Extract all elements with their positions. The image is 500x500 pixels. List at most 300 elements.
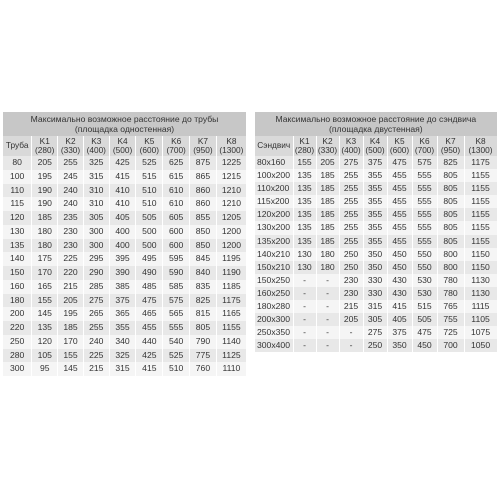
table-cell: 220 bbox=[58, 266, 84, 280]
table-cell: 425 bbox=[109, 156, 136, 170]
table-row bbox=[255, 221, 497, 234]
sandwich-row-label: 150x210 bbox=[255, 261, 293, 274]
table-cell: - bbox=[293, 313, 316, 326]
table-cell: 230 bbox=[58, 239, 84, 253]
sandwich-col-value: (700) bbox=[414, 145, 435, 155]
table-cell: 610 bbox=[163, 184, 190, 198]
table-cell: 465 bbox=[136, 307, 163, 321]
table-cell: 450 bbox=[412, 339, 437, 352]
sandwich-col-value: (280) bbox=[294, 145, 315, 155]
table-cell: 275 bbox=[339, 156, 363, 169]
table-cell: - bbox=[293, 274, 316, 287]
table-cell: 850 bbox=[190, 225, 217, 239]
table-cell: 230 bbox=[339, 287, 363, 300]
table-row bbox=[3, 266, 247, 280]
sandwich-col-name: K4 bbox=[369, 135, 381, 146]
pipe-col-name: K1 bbox=[39, 135, 50, 146]
table-cell: 195 bbox=[32, 170, 58, 184]
table-cell: 425 bbox=[136, 349, 163, 363]
table-cell: 305 bbox=[83, 211, 109, 225]
table-row bbox=[255, 261, 497, 274]
table-cell: 805 bbox=[437, 195, 464, 208]
pipe-col-name: K2 bbox=[65, 135, 76, 146]
pipe-col-name: K7 bbox=[197, 135, 209, 146]
table-cell: 455 bbox=[387, 195, 412, 208]
table-cell: 395 bbox=[109, 252, 136, 266]
table-cell: - bbox=[316, 313, 339, 326]
table-row bbox=[3, 362, 247, 376]
table-row bbox=[255, 339, 497, 352]
table-cell: 300 bbox=[83, 239, 109, 253]
table-cell: 170 bbox=[58, 335, 84, 349]
table-cell: 550 bbox=[412, 261, 437, 274]
table-row bbox=[3, 156, 247, 170]
sandwich-col-header-k2 bbox=[316, 136, 339, 156]
sandwich-col-header-k5 bbox=[387, 136, 412, 156]
table-cell: 250 bbox=[339, 261, 363, 274]
table-cell: 350 bbox=[387, 339, 412, 352]
pipe-col-value: (950) bbox=[193, 145, 213, 155]
table-cell: 1150 bbox=[464, 261, 497, 274]
table-cell: 400 bbox=[109, 225, 136, 239]
pipe-row-label: 160 bbox=[3, 280, 32, 294]
table-cell: 135 bbox=[32, 321, 58, 335]
table-cell: 180 bbox=[316, 261, 339, 274]
table-cell: 475 bbox=[412, 326, 437, 339]
table-cell: 450 bbox=[387, 248, 412, 261]
table-cell: 230 bbox=[58, 225, 84, 239]
sandwich-row-label: 180x280 bbox=[255, 300, 293, 313]
table-cell: 180 bbox=[316, 248, 339, 261]
table-cell: 130 bbox=[293, 261, 316, 274]
table-cell: 455 bbox=[387, 169, 412, 182]
table-cell: 1155 bbox=[464, 208, 497, 221]
table-cell: 145 bbox=[58, 362, 84, 376]
table-cell: 805 bbox=[190, 321, 217, 335]
table-cell: 575 bbox=[412, 156, 437, 169]
table-cell: 205 bbox=[58, 294, 84, 308]
table-cell: 505 bbox=[136, 211, 163, 225]
pipe-table-title-line2: (площадка одностенная) bbox=[74, 124, 175, 134]
table-cell: 1115 bbox=[464, 300, 497, 313]
table-cell: 455 bbox=[136, 321, 163, 335]
table-cell: 780 bbox=[437, 287, 464, 300]
table-cell: 590 bbox=[163, 266, 190, 280]
table-row bbox=[255, 169, 497, 182]
table-cell: 250 bbox=[339, 248, 363, 261]
table-cell: 105 bbox=[32, 349, 58, 363]
table-cell: 1075 bbox=[464, 326, 497, 339]
sandwich-row-label: 140x210 bbox=[255, 248, 293, 261]
table-row bbox=[255, 235, 497, 248]
table-cell: 475 bbox=[387, 156, 412, 169]
table-cell: 455 bbox=[387, 182, 412, 195]
table-cell: - bbox=[316, 274, 339, 287]
table-cell: 1155 bbox=[216, 321, 246, 335]
table-cell: 255 bbox=[339, 182, 363, 195]
table-cell: 185 bbox=[316, 169, 339, 182]
sandwich-row-label: 135x200 bbox=[255, 235, 293, 248]
table-cell: 575 bbox=[163, 294, 190, 308]
table-cell: 775 bbox=[190, 349, 217, 363]
table-cell: 555 bbox=[412, 221, 437, 234]
table-cell: - bbox=[339, 339, 363, 352]
table-cell: - bbox=[316, 300, 339, 313]
pipe-col-header-k8 bbox=[216, 136, 246, 156]
table-cell: 120 bbox=[32, 335, 58, 349]
table-cell: 180 bbox=[32, 239, 58, 253]
sandwich-col-name: K1 bbox=[299, 135, 310, 146]
table-cell: 195 bbox=[58, 307, 84, 321]
table-cell: 565 bbox=[163, 307, 190, 321]
table-cell: 1185 bbox=[216, 280, 246, 294]
sandwich-col-value: (500) bbox=[365, 145, 385, 155]
table-cell: - bbox=[339, 326, 363, 339]
table-cell: 1210 bbox=[216, 197, 246, 211]
sandwich-row-label: 300x400 bbox=[255, 339, 293, 352]
sandwich-row-label: 150x250 bbox=[255, 274, 293, 287]
table-cell: 1165 bbox=[216, 307, 246, 321]
table-cell: 615 bbox=[163, 170, 190, 184]
pipe-col-header-k2 bbox=[58, 136, 84, 156]
table-cell: 840 bbox=[190, 266, 217, 280]
table-cell: 1175 bbox=[216, 294, 246, 308]
table-cell: 430 bbox=[387, 287, 412, 300]
table-row bbox=[3, 294, 247, 308]
sandwich-col-value: (950) bbox=[440, 145, 461, 155]
table-cell: 780 bbox=[437, 274, 464, 287]
table-cell: - bbox=[316, 287, 339, 300]
table-cell: 865 bbox=[190, 170, 217, 184]
table-cell: 240 bbox=[83, 335, 109, 349]
table-cell: 555 bbox=[412, 208, 437, 221]
table-row bbox=[3, 335, 247, 349]
table-cell: 95 bbox=[32, 362, 58, 376]
pipe-row-label: 150 bbox=[3, 266, 32, 280]
table-cell: 515 bbox=[412, 300, 437, 313]
table-row bbox=[255, 156, 497, 169]
table-cell: - bbox=[316, 326, 339, 339]
table-cell: 385 bbox=[109, 280, 136, 294]
pipe-row-label: 80 bbox=[3, 156, 32, 170]
table-cell: 1190 bbox=[216, 266, 246, 280]
table-cell: 825 bbox=[437, 156, 464, 169]
table-cell: 255 bbox=[339, 208, 363, 221]
table-row bbox=[255, 287, 497, 300]
table-cell: - bbox=[293, 300, 316, 313]
pipe-row-label: 140 bbox=[3, 252, 32, 266]
table-cell: 400 bbox=[109, 239, 136, 253]
table-cell: 510 bbox=[136, 184, 163, 198]
table-cell: 540 bbox=[163, 335, 190, 349]
pipe-col-header-k6 bbox=[163, 136, 190, 156]
sandwich-col-name: K5 bbox=[394, 135, 405, 146]
table-cell: 1155 bbox=[464, 221, 497, 234]
table-cell: 1155 bbox=[464, 169, 497, 182]
sandwich-col-name: K3 bbox=[345, 135, 357, 146]
sandwich-col-header-k7 bbox=[437, 136, 464, 156]
table-cell: 415 bbox=[109, 170, 136, 184]
table-cell: 530 bbox=[412, 287, 437, 300]
pipe-row-label: 135 bbox=[3, 239, 32, 253]
pipe-col-value: (1300) bbox=[219, 145, 244, 155]
pipe-table-title bbox=[3, 112, 247, 136]
table-cell: - bbox=[293, 287, 316, 300]
table-cell: 790 bbox=[190, 335, 217, 349]
table-cell: - bbox=[293, 339, 316, 352]
pipe-row-label: 130 bbox=[3, 225, 32, 239]
table-row bbox=[3, 225, 247, 239]
table-row bbox=[255, 313, 497, 326]
table-cell: 860 bbox=[190, 184, 217, 198]
table-cell: 355 bbox=[363, 208, 387, 221]
table-cell: 1050 bbox=[464, 339, 497, 352]
table-cell: 455 bbox=[387, 208, 412, 221]
table-cell: 1215 bbox=[216, 170, 246, 184]
pipe-table-body bbox=[3, 156, 247, 376]
table-cell: 255 bbox=[339, 235, 363, 248]
table-cell: 185 bbox=[32, 211, 58, 225]
table-cell: 135 bbox=[293, 208, 316, 221]
table-cell: 555 bbox=[412, 235, 437, 248]
table-cell: 135 bbox=[293, 235, 316, 248]
table-cell: 405 bbox=[109, 211, 136, 225]
table-cell: 190 bbox=[32, 184, 58, 198]
table-cell: 250 bbox=[363, 339, 387, 352]
table-cell: 205 bbox=[32, 156, 58, 170]
table-cell: 805 bbox=[437, 221, 464, 234]
table-cell: 255 bbox=[339, 195, 363, 208]
table-cell: 530 bbox=[412, 274, 437, 287]
table-cell: 805 bbox=[437, 235, 464, 248]
table-cell: 295 bbox=[83, 252, 109, 266]
table-cell: 185 bbox=[316, 235, 339, 248]
table-cell: 825 bbox=[190, 294, 217, 308]
sandwich-col-header-k4 bbox=[363, 136, 387, 156]
table-row bbox=[3, 197, 247, 211]
sandwich-col-header-k1 bbox=[293, 136, 316, 156]
sandwich-table-title-line2: (площадка двустенная) bbox=[328, 124, 423, 134]
table-cell: 325 bbox=[109, 349, 136, 363]
table-cell: 310 bbox=[83, 197, 109, 211]
table-cell: 185 bbox=[316, 221, 339, 234]
table-cell: 205 bbox=[316, 156, 339, 169]
table-cell: 375 bbox=[363, 156, 387, 169]
table-cell: 805 bbox=[437, 182, 464, 195]
table-cell: 600 bbox=[163, 225, 190, 239]
sandwich-column-header: Сэндвич bbox=[255, 136, 293, 156]
table-cell: 215 bbox=[83, 362, 109, 376]
table-cell: 180 bbox=[32, 225, 58, 239]
table-cell: 185 bbox=[316, 182, 339, 195]
table-cell: 340 bbox=[109, 335, 136, 349]
table-cell: 605 bbox=[163, 211, 190, 225]
sandwich-row-label: 160x250 bbox=[255, 287, 293, 300]
table-cell: 835 bbox=[190, 280, 217, 294]
table-cell: 500 bbox=[136, 239, 163, 253]
table-cell: 365 bbox=[109, 307, 136, 321]
table-cell: 375 bbox=[387, 326, 412, 339]
sandwich-distance-table bbox=[255, 112, 498, 352]
pipe-col-name: K5 bbox=[144, 135, 155, 146]
sandwich-row-label: 120x200 bbox=[255, 208, 293, 221]
table-row bbox=[255, 195, 497, 208]
table-cell: 225 bbox=[58, 252, 84, 266]
table-row bbox=[3, 349, 247, 363]
pipe-col-value: (330) bbox=[60, 145, 81, 155]
table-row bbox=[255, 208, 497, 221]
pipe-col-header-k7 bbox=[190, 136, 217, 156]
table-cell: 815 bbox=[190, 307, 217, 321]
sandwich-col-name: K7 bbox=[445, 135, 456, 146]
table-cell: 1175 bbox=[464, 156, 497, 169]
table-row bbox=[3, 280, 247, 294]
sandwich-row-label: 80x160 bbox=[255, 156, 293, 169]
pipe-row-label: 180 bbox=[3, 294, 32, 308]
table-cell: - bbox=[293, 326, 316, 339]
pipe-col-value: (700) bbox=[166, 145, 186, 155]
sandwich-row-label: 200x300 bbox=[255, 313, 293, 326]
pipe-table-title-line1: Максимально возможное расстояние до трубы bbox=[30, 114, 219, 124]
table-cell: 585 bbox=[163, 280, 190, 294]
table-cell: 130 bbox=[293, 248, 316, 261]
table-cell: 285 bbox=[83, 280, 109, 294]
table-cell: 1200 bbox=[216, 225, 246, 239]
table-row bbox=[255, 248, 497, 261]
table-cell: 510 bbox=[136, 197, 163, 211]
sandwich-col-value: (1300) bbox=[468, 145, 493, 155]
table-cell: 290 bbox=[83, 266, 109, 280]
table-cell: 330 bbox=[363, 274, 387, 287]
sandwich-col-header-k8 bbox=[464, 136, 497, 156]
table-cell: 505 bbox=[412, 313, 437, 326]
table-cell: 555 bbox=[412, 195, 437, 208]
table-cell: 495 bbox=[136, 252, 163, 266]
table-row bbox=[255, 300, 497, 313]
pipe-col-value: (400) bbox=[86, 145, 106, 155]
table-cell: 555 bbox=[412, 182, 437, 195]
table-cell: 800 bbox=[437, 248, 464, 261]
table-cell: 135 bbox=[293, 195, 316, 208]
table-cell: 415 bbox=[136, 362, 163, 376]
pipe-col-name: K8 bbox=[226, 135, 237, 146]
table-cell: 355 bbox=[363, 221, 387, 234]
table-cell: 550 bbox=[412, 248, 437, 261]
table-cell: 315 bbox=[83, 170, 109, 184]
table-cell: 390 bbox=[109, 266, 136, 280]
table-cell: 415 bbox=[387, 300, 412, 313]
table-cell: 355 bbox=[363, 235, 387, 248]
table-cell: 440 bbox=[136, 335, 163, 349]
table-cell: 475 bbox=[136, 294, 163, 308]
table-cell: 325 bbox=[83, 156, 109, 170]
table-cell: 355 bbox=[109, 321, 136, 335]
table-cell: 185 bbox=[316, 195, 339, 208]
table-cell: 555 bbox=[163, 321, 190, 335]
pipe-col-value: (600) bbox=[139, 145, 160, 155]
table-row bbox=[3, 321, 247, 335]
table-cell: 700 bbox=[437, 339, 464, 352]
table-cell: 525 bbox=[136, 156, 163, 170]
sandwich-col-value: (400) bbox=[341, 145, 361, 155]
table-cell: 1200 bbox=[216, 239, 246, 253]
table-cell: 600 bbox=[163, 239, 190, 253]
table-cell: 255 bbox=[339, 169, 363, 182]
table-cell: 185 bbox=[316, 208, 339, 221]
pipe-col-header-k4 bbox=[109, 136, 136, 156]
table-cell: 165 bbox=[32, 280, 58, 294]
table-cell: 1155 bbox=[464, 195, 497, 208]
table-cell: - bbox=[316, 339, 339, 352]
pipe-column-header: Труба bbox=[3, 136, 32, 156]
table-cell: 245 bbox=[58, 170, 84, 184]
sandwich-row-label: 100x200 bbox=[255, 169, 293, 182]
table-cell: 490 bbox=[136, 266, 163, 280]
table-cell: 805 bbox=[437, 169, 464, 182]
table-cell: 135 bbox=[293, 221, 316, 234]
pipe-col-value: (500) bbox=[112, 145, 133, 155]
table-row bbox=[255, 274, 497, 287]
table-cell: 800 bbox=[437, 261, 464, 274]
table-cell: 375 bbox=[109, 294, 136, 308]
table-cell: 805 bbox=[437, 208, 464, 221]
table-cell: 860 bbox=[190, 197, 217, 211]
table-cell: 410 bbox=[109, 184, 136, 198]
table-cell: 1140 bbox=[216, 335, 246, 349]
table-row bbox=[3, 307, 247, 321]
table-cell: 1110 bbox=[216, 362, 246, 376]
table-cell: 235 bbox=[58, 211, 84, 225]
table-cell: 1210 bbox=[216, 184, 246, 198]
table-cell: 855 bbox=[190, 211, 217, 225]
table-cell: 240 bbox=[58, 197, 84, 211]
sandwich-table-body bbox=[255, 156, 497, 352]
table-cell: 625 bbox=[163, 156, 190, 170]
table-cell: 1150 bbox=[464, 248, 497, 261]
table-cell: 240 bbox=[58, 184, 84, 198]
table-cell: 305 bbox=[363, 313, 387, 326]
table-cell: 850 bbox=[190, 239, 217, 253]
table-cell: 555 bbox=[412, 169, 437, 182]
table-cell: 765 bbox=[437, 300, 464, 313]
table-cell: 275 bbox=[83, 294, 109, 308]
pipe-row-label: 100 bbox=[3, 170, 32, 184]
sandwich-col-value: (600) bbox=[389, 145, 410, 155]
table-cell: 350 bbox=[363, 248, 387, 261]
sandwich-col-name: K6 bbox=[419, 135, 430, 146]
sandwich-row-label: 130x200 bbox=[255, 221, 293, 234]
table-row bbox=[3, 239, 247, 253]
table-cell: 355 bbox=[363, 169, 387, 182]
table-cell: 315 bbox=[109, 362, 136, 376]
table-cell: 310 bbox=[83, 184, 109, 198]
pipe-col-name: K6 bbox=[171, 135, 182, 146]
pipe-row-label: 110 bbox=[3, 184, 32, 198]
table-cell: 485 bbox=[136, 280, 163, 294]
table-row bbox=[3, 211, 247, 225]
sandwich-col-name: K8 bbox=[475, 135, 486, 146]
table-cell: 595 bbox=[163, 252, 190, 266]
table-cell: 155 bbox=[32, 294, 58, 308]
table-cell: 190 bbox=[32, 197, 58, 211]
table-cell: 255 bbox=[83, 321, 109, 335]
table-cell: 350 bbox=[363, 261, 387, 274]
table-cell: 525 bbox=[163, 349, 190, 363]
table-cell: 1155 bbox=[464, 235, 497, 248]
table-row bbox=[3, 184, 247, 198]
table-cell: 230 bbox=[339, 274, 363, 287]
table-cell: 215 bbox=[339, 300, 363, 313]
